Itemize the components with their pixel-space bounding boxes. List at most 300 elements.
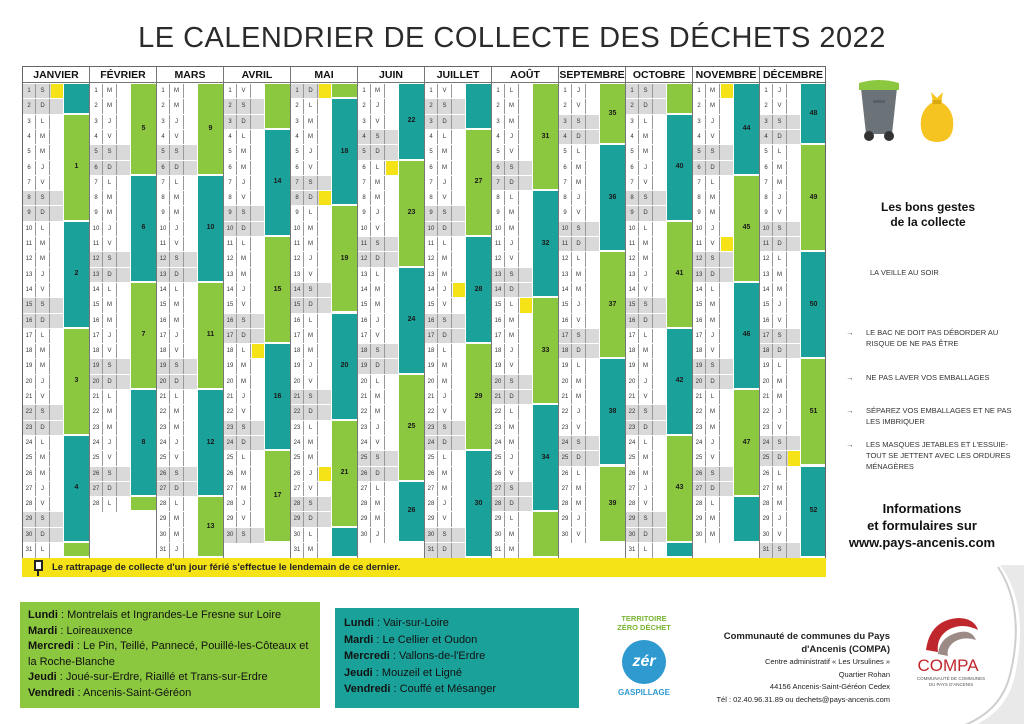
day-cell [693,511,733,527]
week-bar [63,221,90,328]
day-letter: V [706,237,720,252]
day-number: 2 [693,99,706,114]
week-number: 24 [407,316,416,324]
day-number: 7 [90,176,103,191]
day-letter: M [371,390,385,405]
day-number: 22 [90,405,103,420]
day-letter: L [773,467,787,482]
day-letter: J [639,161,653,176]
day-number: 31 [492,543,505,558]
day-cell [90,389,130,405]
day-letter: M [438,161,452,176]
week-bar [465,343,492,450]
day-letter: M [237,359,251,374]
day-cell [693,435,733,451]
address-line: d'Ancenis (COMPA) [801,644,890,655]
day-number: 17 [224,329,237,344]
day-cell [23,282,63,298]
day-cell [492,160,532,176]
day-number: 4 [23,130,36,145]
day-number: 31 [291,543,304,558]
day-cell [760,435,800,451]
day-number: 14 [559,283,572,298]
sector-line: Jeudi : Mouzeil et Ligné [344,666,463,679]
day-cell [626,527,666,543]
day-number: 12 [626,252,639,267]
day-number: 9 [291,206,304,221]
day-cell [358,404,398,420]
day-letter: S [304,176,318,191]
collection-towns: Vair-sur-Loire [383,617,449,629]
day-cell [291,267,331,283]
day-letter: S [505,482,519,497]
day-letter: D [304,191,318,206]
day-cell [626,466,666,482]
week-bar [599,466,626,543]
week-bar [666,435,693,542]
day-cell [157,129,197,145]
day-letter: S [438,314,452,329]
day-number: 14 [90,283,103,298]
day-cell [157,313,197,329]
day-letter: J [572,512,586,527]
day-letter: S [371,451,385,466]
day-letter: V [505,467,519,482]
day-number: 11 [760,237,773,252]
day-letter: D [103,161,117,176]
day-letter: M [773,268,787,283]
day-number: 28 [760,497,773,512]
day-cell [291,420,331,436]
day-number: 17 [760,329,773,344]
day-cell [291,435,331,451]
day-cell [224,343,264,359]
day-cell [760,420,800,436]
day-letter: M [773,482,787,497]
day-cell [90,251,130,267]
day-letter: M [103,84,117,99]
day-number: 8 [760,191,773,206]
day-letter: M [103,405,117,420]
day-letter: V [170,130,184,145]
day-letter: M [170,99,184,114]
day-letter: M [639,344,653,359]
week-bar [331,205,358,312]
day-letter: S [36,298,50,313]
day-number: 16 [23,314,36,329]
day-number: 30 [626,528,639,543]
day-letter: L [170,390,184,405]
day-number: 22 [559,405,572,420]
day-cell [224,297,264,313]
day-cell [224,466,264,482]
day-cell [693,190,733,206]
day-letter: S [639,191,653,206]
week-bar [733,389,760,496]
day-letter: D [237,329,251,344]
day-number: 12 [425,252,438,267]
day-cell [559,98,599,114]
day-cell [626,481,666,497]
week-number: 37 [608,300,617,308]
day-letter: V [572,421,586,436]
day-number: 3 [760,115,773,130]
day-number: 11 [90,237,103,252]
day-cell [760,450,800,466]
day-letter: S [706,252,720,267]
day-letter: L [572,145,586,160]
day-letter: M [639,359,653,374]
day-number: 31 [23,543,36,558]
day-cell [23,144,63,160]
week-number: 7 [141,331,146,339]
day-cell [425,114,465,130]
day-number: 1 [425,84,438,99]
day-cell [23,175,63,191]
day-number: 19 [358,359,371,374]
week-bar [666,83,693,114]
week-number: 4 [74,484,79,492]
day-letter: M [371,497,385,512]
day-number: 16 [157,314,170,329]
week-bar [733,83,760,175]
day-cell [90,374,130,390]
day-letter: L [438,451,452,466]
day-letter: L [505,405,519,420]
zero-waste-logo-bottom: GASPILLAGE [617,688,670,697]
day-number: 20 [291,375,304,390]
day-letter: J [36,268,50,283]
day-letter: M [371,191,385,206]
sector-line: Lundi : Vair-sur-Loire [344,617,449,629]
day-letter: V [438,84,452,99]
day-cell [492,542,532,558]
day-number: 21 [157,390,170,405]
day-letter: V [103,130,117,145]
day-number: 3 [626,115,639,130]
week-number: 23 [407,209,416,217]
day-cell [626,282,666,298]
day-cell [157,328,197,344]
day-cell [23,251,63,267]
day-cell [224,420,264,436]
day-letter: L [103,390,117,405]
day-letter: M [505,115,519,130]
day-number: 19 [90,359,103,374]
day-cell [425,190,465,206]
day-letter: M [237,482,251,497]
day-cell [492,297,532,313]
day-cell [693,267,733,283]
arrow-right-icon: → [846,373,854,382]
day-cell [157,511,197,527]
day-number: 23 [291,421,304,436]
holiday-notice-text: Le rattrapage de collecte d'un jour férié s'effectue le lendemain de ce dernier. [52,562,401,573]
day-cell [559,358,599,374]
week-bar [63,328,90,435]
day-cell [626,389,666,405]
day-cell [90,466,130,482]
day-number: 27 [358,482,371,497]
day-letter: D [170,375,184,390]
day-letter: S [103,359,117,374]
day-cell [693,450,733,466]
day-number: 24 [626,436,639,451]
day-letter: M [103,314,117,329]
day-cell [358,267,398,283]
day-letter: D [505,176,519,191]
week-bar [264,129,291,236]
day-number: 18 [693,344,706,359]
day-number: 4 [559,130,572,145]
week-number: 36 [608,193,617,201]
day-number: 14 [693,283,706,298]
day-letter: M [572,161,586,176]
day-letter: J [438,497,452,512]
day-number: 15 [90,298,103,313]
day-letter: S [36,405,50,420]
day-number: 29 [224,512,237,527]
day-letter: M [706,84,720,99]
day-cell [224,496,264,512]
day-letter: M [505,528,519,543]
day-number: 27 [492,482,505,497]
day-cell [224,313,264,329]
day-letter: S [237,206,251,221]
week-number: 16 [273,392,282,400]
day-letter: M [706,191,720,206]
day-letter: L [706,283,720,298]
day-number: 6 [157,161,170,176]
zero-waste-logo-top-line: ZÉRO DÉCHET [617,623,671,632]
day-number: 29 [693,512,706,527]
day-number: 9 [90,206,103,221]
day-number: 26 [358,467,371,482]
week-number: 11 [206,331,215,339]
day-cell [23,267,63,283]
day-letter: M [438,359,452,374]
day-number: 7 [626,176,639,191]
day-letter: M [572,482,586,497]
day-cell [291,251,331,267]
day-number: 21 [425,390,438,405]
day-cell [559,205,599,221]
day-number: 6 [358,161,371,176]
day-cell [760,175,800,191]
day-cell [224,129,264,145]
day-cell [492,114,532,130]
day-letter: L [36,543,50,558]
day-cell [358,374,398,390]
day-letter: S [304,390,318,405]
day-letter: V [639,497,653,512]
day-cell [23,83,63,99]
day-letter: S [170,252,184,267]
day-letter: J [237,390,251,405]
day-cell [291,374,331,390]
day-cell [693,481,733,497]
day-cell [90,435,130,451]
day-cell [760,328,800,344]
day-number: 5 [693,145,706,160]
day-letter: M [170,314,184,329]
day-letter: D [572,130,586,145]
day-letter: S [36,191,50,206]
day-cell [157,160,197,176]
day-cell [291,83,331,99]
day-cell [157,282,197,298]
day-number: 29 [559,512,572,527]
week-bar [63,542,90,557]
day-letter: D [304,405,318,420]
day-letter: L [371,482,385,497]
day-number: 15 [23,298,36,313]
holiday-marker [51,84,63,99]
day-number: 14 [23,283,36,298]
day-number: 10 [358,222,371,237]
day-number: 27 [23,482,36,497]
day-cell [358,236,398,252]
day-number: 6 [492,161,505,176]
day-letter: D [237,436,251,451]
week-bar [599,358,626,465]
week-number: 18 [340,147,349,155]
day-number: 26 [23,467,36,482]
day-number: 30 [358,528,371,543]
day-number: 13 [224,268,237,283]
week-bar [532,511,559,557]
day-cell [626,542,666,558]
day-number: 14 [425,283,438,298]
day-letter: L [36,436,50,451]
day-number: 24 [559,436,572,451]
day-letter: M [706,421,720,436]
day-cell [693,496,733,512]
day-number: 3 [90,115,103,130]
website-link[interactable]: www.pays-ancenis.com [848,535,996,550]
green-sector-box [20,602,320,708]
day-letter: M [170,528,184,543]
day-letter: J [572,191,586,206]
day-letter: M [371,176,385,191]
day-number: 5 [157,145,170,160]
day-number: 8 [90,191,103,206]
day-number: 15 [157,298,170,313]
day-number: 27 [626,482,639,497]
day-cell [358,297,398,313]
day-cell [492,144,532,160]
day-letter: V [706,130,720,145]
day-number: 16 [90,314,103,329]
day-letter: M [36,237,50,252]
day-cell [626,343,666,359]
day-number: 6 [626,161,639,176]
day-number: 18 [425,344,438,359]
day-number: 5 [90,145,103,160]
day-number: 22 [626,405,639,420]
day-number: 3 [224,115,237,130]
day-number: 28 [157,497,170,512]
day-letter: M [505,206,519,221]
day-number: 30 [425,528,438,543]
address-line: Communauté de communes du Pays [723,631,890,642]
day-number: 24 [492,436,505,451]
day-number: 7 [23,176,36,191]
day-letter: L [36,222,50,237]
day-cell [224,358,264,374]
day-letter: V [639,176,653,191]
day-number: 15 [425,298,438,313]
week-number: 49 [809,193,818,201]
month-header: JANVIER [23,67,90,83]
day-number: 11 [693,237,706,252]
day-number: 5 [358,145,371,160]
day-cell [492,481,532,497]
day-cell [626,236,666,252]
day-number: 2 [425,99,438,114]
day-letter: M [36,344,50,359]
day-cell [693,420,733,436]
day-number: 25 [693,451,706,466]
day-letter: D [371,467,385,482]
day-cell [90,297,130,313]
week-number: 22 [407,117,416,125]
day-number: 14 [626,283,639,298]
week-number: 27 [474,178,483,186]
day-letter: V [170,237,184,252]
week-bar [331,420,358,527]
day-cell [492,98,532,114]
day-letter: M [237,467,251,482]
day-cell [559,450,599,466]
collection-day: Mardi [344,633,374,646]
day-number: 7 [157,176,170,191]
day-letter: D [103,375,117,390]
day-number: 8 [291,191,304,206]
zero-waste-circle: zér [622,640,666,684]
day-number: 21 [224,390,237,405]
day-number: 19 [23,359,36,374]
month-header: MAI [291,67,358,83]
day-cell [425,450,465,466]
zero-waste-logo-top-line: TERRITOIRE [621,614,667,623]
day-cell [559,435,599,451]
day-cell [157,466,197,482]
day-letter: L [304,314,318,329]
day-number: 29 [626,512,639,527]
month-header: SEPTEMBRE [559,69,625,81]
day-letter: D [706,161,720,176]
day-letter: V [170,451,184,466]
week-number: 20 [340,362,349,370]
day-number: 15 [291,298,304,313]
collection-day: Mercredi [28,640,74,652]
day-letter: V [438,512,452,527]
arrow-right-icon: → [846,406,854,415]
day-cell [626,251,666,267]
day-cell [559,313,599,329]
day-letter: D [572,451,586,466]
day-cell [760,160,800,176]
day-letter: M [639,467,653,482]
day-number: 11 [291,237,304,252]
day-letter: D [237,222,251,237]
day-cell [90,175,130,191]
day-number: 21 [23,390,36,405]
day-number: 19 [224,359,237,374]
week-number: 43 [675,484,684,492]
day-number: 4 [693,130,706,145]
